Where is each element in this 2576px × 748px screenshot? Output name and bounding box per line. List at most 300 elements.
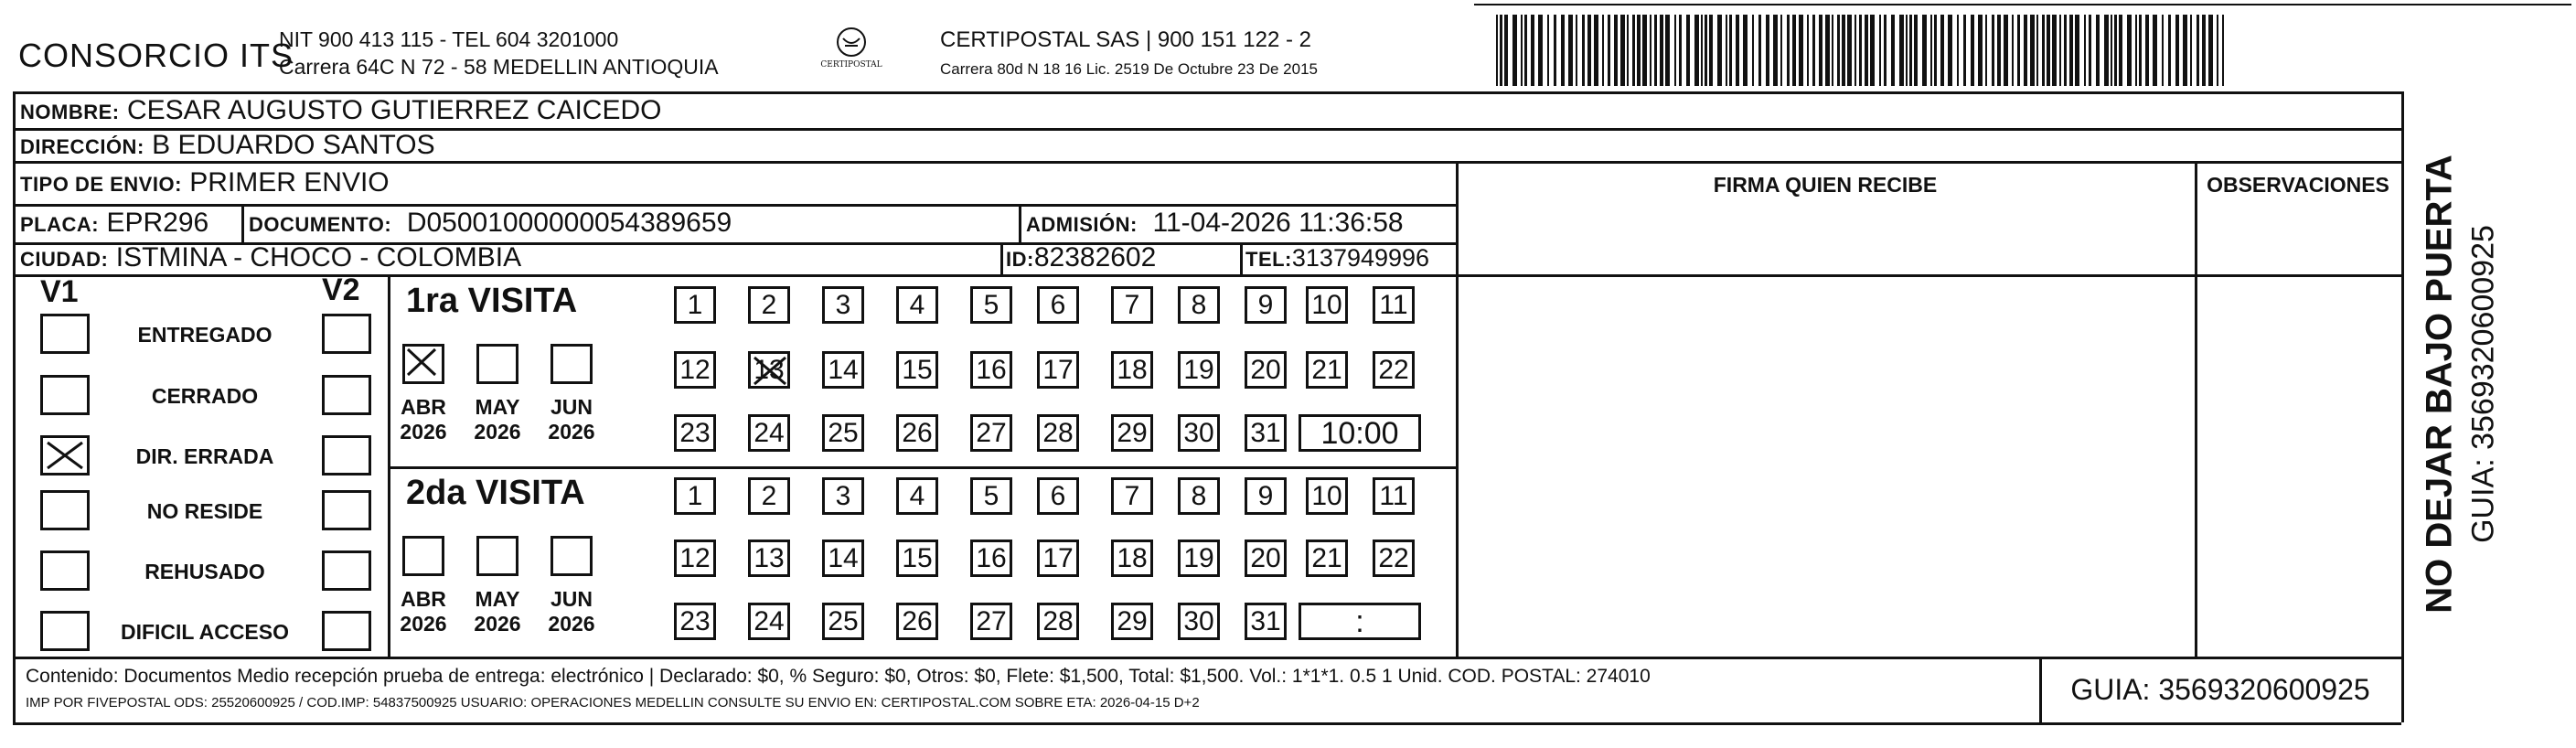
barcode-bar — [1654, 15, 1657, 86]
certipostal-line2: Carrera 80d N 18 16 Lic. 2519 De Octubre 23 De 2015 — [940, 60, 1318, 78]
barcode-bar — [1642, 15, 1647, 86]
v1-checkbox-5[interactable] — [40, 611, 90, 651]
day-number: 25 — [828, 418, 859, 448]
first-day-20[interactable] — [1245, 351, 1287, 389]
first-day-14[interactable] — [822, 351, 864, 389]
day-number: 4 — [909, 290, 925, 320]
barcode-bar — [1602, 15, 1604, 86]
day-number: 7 — [1124, 481, 1140, 511]
day-number: 8 — [1191, 481, 1207, 511]
first-day-26[interactable] — [896, 414, 938, 452]
first-day-21[interactable] — [1306, 351, 1348, 389]
second-day-28[interactable] — [1037, 603, 1079, 640]
barcode-bar — [1922, 15, 1927, 86]
first-day-2[interactable] — [748, 286, 790, 324]
first-day-7[interactable] — [1111, 286, 1153, 324]
day-number: 27 — [976, 606, 1007, 636]
barcode-bar — [2114, 15, 2117, 86]
day-number: 24 — [754, 606, 785, 636]
day-number: 12 — [679, 543, 711, 573]
second-day-17[interactable] — [1037, 540, 1079, 577]
second-day-31[interactable] — [1245, 603, 1287, 640]
barcode-bar — [1934, 15, 1937, 86]
tel-label: TEL: — [1245, 248, 1292, 271]
day-number: 3 — [835, 481, 851, 511]
day-number: 31 — [1250, 606, 1281, 636]
day-number: 12 — [679, 355, 711, 385]
barcode-bar — [1709, 15, 1713, 86]
barcode-bar — [1985, 15, 1987, 86]
first-day-10[interactable] — [1306, 286, 1348, 324]
second-day-24[interactable] — [748, 603, 790, 640]
day-number: 23 — [679, 418, 711, 448]
day-number: 16 — [976, 543, 1007, 573]
barcode-bar — [1766, 15, 1769, 86]
barcode-bar — [1620, 15, 1625, 86]
month-year: 2026 — [548, 612, 595, 636]
v2-checkbox-5[interactable] — [322, 611, 371, 651]
second-day-27[interactable] — [970, 603, 1012, 640]
barcode-bar — [1992, 15, 1994, 86]
barcode-bar — [1538, 15, 1543, 86]
barcode-bar — [1729, 15, 1732, 86]
name-label: NOMBRE: — [20, 101, 120, 123]
certipostal-line1: CERTIPOSTAL SAS | 900 151 122 - 2 — [940, 27, 1311, 52]
certipostal-logo — [810, 24, 893, 79]
barcode-bar — [1504, 15, 1508, 86]
barcode-bar — [2084, 15, 2086, 86]
option-label: CERRADO — [151, 384, 259, 408]
day-number: 29 — [1117, 606, 1148, 636]
barcode-bar — [1930, 15, 1932, 86]
certipostal-logo-icon — [810, 24, 893, 79]
first-time-box[interactable] — [1299, 414, 1421, 452]
barcode-bar — [2175, 15, 2179, 86]
v2-checkbox-0[interactable] — [322, 314, 371, 354]
v1-checkbox-0[interactable] — [40, 314, 90, 354]
first-day-12[interactable] — [674, 351, 716, 389]
day-number: 30 — [1183, 418, 1214, 448]
day-number: 11 — [1379, 481, 1408, 511]
day-number: 21 — [1311, 355, 1342, 385]
barcode-bar — [2012, 15, 2014, 86]
day-number: 27 — [976, 418, 1007, 448]
barcode-bar — [2208, 15, 2213, 86]
month-abbr: ABR — [401, 587, 446, 611]
day-number: 24 — [754, 418, 785, 448]
day-number: 9 — [1257, 481, 1274, 511]
day-number: 26 — [902, 418, 933, 448]
side-guia: GUIA: 3569320600925 — [2465, 225, 2501, 543]
x-mark-icon — [405, 347, 438, 378]
admission-label: ADMISIÓN: — [1026, 213, 1138, 236]
barcode-bar — [2064, 15, 2067, 86]
v1-checkbox-1[interactable] — [40, 375, 90, 415]
time-value: : — [1355, 604, 1364, 639]
v1-checkbox-2[interactable] — [40, 435, 90, 476]
month-abbr: ABR — [401, 395, 446, 419]
barcode-bar — [1812, 15, 1815, 86]
barcode-bar — [1561, 15, 1565, 86]
first-day-24[interactable] — [748, 414, 790, 452]
footer-guia: GUIA: 3569320600925 — [2070, 673, 2370, 706]
barcode-bar — [1686, 15, 1690, 86]
barcode-bar — [2042, 15, 2045, 86]
first-day-13[interactable] — [748, 351, 790, 389]
month-year: 2026 — [474, 612, 521, 636]
footer-print-line: IMP POR FIVEPOSTAL ODS: 25520600925 / COD.IMP: 54837500925 USUARIO: OPERACIONES MEDELLIN CONSULTE SU ENVIO EN: CERTIPOSTAL.COM SOBRE ETA: 2026-04-15 D+2 — [26, 695, 1200, 711]
barcode-bar — [2096, 15, 2100, 86]
barcode-bar — [1521, 15, 1523, 86]
barcode-bar — [1637, 15, 1641, 86]
day-number: 17 — [1042, 543, 1074, 573]
send-type-label: TIPO DE ENVIO: — [20, 173, 182, 196]
footer-content-line: Contenido: Documentos Medio recepción prueba de entrega: electrónico | Declarado: $0, % Seguro: $0, Otros: $0, Flete: $1,500, Total: $1,500. Vol.: 1*1*1. 0.5 1 Unid. COD. POSTAL: 274010 — [26, 666, 1651, 687]
barcode-bar — [1512, 15, 1517, 86]
barcode-bar — [2004, 15, 2008, 86]
barcode-bar — [1884, 15, 1887, 86]
second-day-16[interactable] — [970, 540, 1012, 577]
barcode-bar — [1837, 15, 1840, 86]
day-number: 20 — [1250, 355, 1281, 385]
barcode-bar — [1978, 15, 1983, 86]
first-day-17[interactable] — [1037, 351, 1079, 389]
barcode-bar — [1500, 15, 1502, 86]
day-number: 8 — [1191, 290, 1207, 320]
first-day-29[interactable] — [1111, 414, 1153, 452]
first-day-22[interactable] — [1373, 351, 1415, 389]
day-number: 13 — [754, 543, 785, 573]
first-day-8[interactable] — [1178, 286, 1220, 324]
second-day-8[interactable] — [1178, 477, 1220, 515]
barcode-bar — [1792, 15, 1796, 86]
barcode-bar — [2145, 15, 2149, 86]
v1-label: V1 — [40, 274, 79, 309]
send-type: PRIMER ENVIO — [189, 167, 390, 198]
barcode-bar — [1859, 15, 1862, 86]
barcode-bar — [2139, 15, 2142, 86]
barcode-image — [1496, 15, 2228, 86]
barcode-bar — [1832, 15, 1833, 86]
v1-checkbox-4[interactable] — [40, 550, 90, 591]
v1-checkbox-3[interactable] — [40, 490, 90, 530]
second-day-25[interactable] — [822, 603, 864, 640]
day-number: 6 — [1050, 481, 1066, 511]
barcode-bar — [1705, 15, 1707, 86]
barcode-bar — [2183, 15, 2187, 86]
barcode-bar — [2222, 15, 2224, 86]
barcode-bar — [2197, 15, 2199, 86]
barcode-bar — [2104, 15, 2109, 86]
day-number: 1 — [687, 290, 703, 320]
day-number: 18 — [1117, 355, 1148, 385]
barcode-bar — [1496, 15, 1498, 86]
day-number: 15 — [902, 355, 933, 385]
barcode-bar — [2036, 15, 2038, 86]
barcode-bar — [1726, 15, 1727, 86]
day-number: 22 — [1378, 355, 1409, 385]
first-day-31[interactable] — [1245, 414, 1287, 452]
barcode-bar — [1752, 15, 1754, 86]
day-number: 31 — [1250, 418, 1281, 448]
day-number: 19 — [1183, 543, 1214, 573]
barcode-bar — [1799, 15, 1803, 86]
first-day-27[interactable] — [970, 414, 1012, 452]
plate-label: PLACA: — [20, 213, 100, 236]
second-month-checkbox-1[interactable] — [476, 536, 518, 576]
firma-header: FIRMA QUIEN RECIBE — [1713, 173, 1938, 197]
first-month-checkbox-2[interactable] — [550, 344, 593, 384]
recipient-name: CESAR AUGUSTO GUTIERREZ CAICEDO — [126, 95, 662, 125]
day-number: 25 — [828, 606, 859, 636]
second-day-19[interactable] — [1178, 540, 1220, 577]
barcode-bar — [1957, 15, 1959, 86]
barcode-bar — [1531, 15, 1534, 86]
barcode-bar — [1870, 15, 1875, 86]
barcode-bar — [1819, 15, 1822, 86]
second-day-14[interactable] — [822, 540, 864, 577]
address-label: DIRECCIÓN: — [20, 135, 144, 158]
day-number: 10 — [1311, 481, 1342, 511]
day-number: 20 — [1250, 543, 1281, 573]
barcode-bar — [1736, 15, 1739, 86]
second-day-7[interactable] — [1111, 477, 1153, 515]
barcode-bar — [1758, 15, 1761, 86]
barcode-bar — [1914, 15, 1918, 86]
first-day-18[interactable] — [1111, 351, 1153, 389]
v2-checkbox-2[interactable] — [322, 435, 371, 476]
first-day-5[interactable] — [970, 286, 1012, 324]
month-abbr: JUN — [550, 395, 593, 419]
barcode-bar — [1855, 15, 1856, 86]
admission-date: 11-04-2026 11:36:58 — [1152, 208, 1404, 238]
barcode-bar — [2111, 15, 2112, 86]
barcode-bar — [1568, 15, 1573, 86]
second-day-3[interactable] — [822, 477, 864, 515]
second-day-9[interactable] — [1245, 477, 1287, 515]
second-day-23[interactable] — [674, 603, 716, 640]
second-day-13[interactable] — [748, 540, 790, 577]
barcode-bar — [1587, 15, 1591, 86]
barcode-bar — [1627, 15, 1629, 86]
second-day-11[interactable] — [1373, 477, 1415, 515]
first-day-25[interactable] — [822, 414, 864, 452]
barcode-bar — [1773, 15, 1778, 86]
day-number: 21 — [1311, 543, 1342, 573]
barcode-bar — [1554, 15, 1556, 86]
first-day-11[interactable] — [1373, 286, 1415, 324]
day-number: 17 — [1042, 355, 1074, 385]
first-day-6[interactable] — [1037, 286, 1079, 324]
month-abbr: JUN — [550, 587, 593, 611]
city: ISTMINA - CHOCO - COLOMBIA — [115, 242, 522, 272]
barcode-bar — [2127, 15, 2132, 86]
barcode-bar — [1701, 15, 1703, 86]
address-line: Carrera 64C N 72 - 58 MEDELLIN ANTIOQUIA — [279, 55, 719, 79]
first-day-15[interactable] — [896, 351, 938, 389]
day-number: 28 — [1042, 418, 1074, 448]
day-number: 3 — [835, 290, 851, 320]
id-number: 82382602 — [1033, 242, 1157, 272]
v2-checkbox-4[interactable] — [322, 550, 371, 591]
barcode-bar — [1660, 15, 1663, 86]
barcode-bar — [1940, 15, 1944, 86]
day-number: 2 — [761, 481, 777, 511]
second-day-10[interactable] — [1306, 477, 1348, 515]
v2-checkbox-3[interactable] — [322, 490, 371, 530]
barcode-bar — [1614, 15, 1618, 86]
second-day-4[interactable] — [896, 477, 938, 515]
day-number: 18 — [1117, 543, 1148, 573]
option-label: DIR. ERRADA — [135, 444, 274, 468]
second-day-29[interactable] — [1111, 603, 1153, 640]
barcode-bar — [2119, 15, 2122, 86]
option-label: DIFICIL ACCESO — [120, 620, 289, 644]
barcode-bar — [1582, 15, 1585, 86]
barcode-bar — [2202, 15, 2206, 86]
second-day-26[interactable] — [896, 603, 938, 640]
barcode-bar — [1807, 15, 1809, 86]
second-day-5[interactable] — [970, 477, 1012, 515]
second-day-1[interactable] — [674, 477, 716, 515]
barcode-bar — [2017, 15, 2020, 86]
first-day-4[interactable] — [896, 286, 938, 324]
day-number: 14 — [828, 543, 859, 573]
day-number: 29 — [1117, 418, 1148, 448]
barcode-bar — [1825, 15, 1830, 86]
first-day-9[interactable] — [1245, 286, 1287, 324]
month-year: 2026 — [400, 612, 447, 636]
company-name: CONSORCIO ITS — [18, 37, 294, 74]
first-day-30[interactable] — [1178, 414, 1220, 452]
day-number: 22 — [1378, 543, 1409, 573]
day-number: 30 — [1183, 606, 1214, 636]
barcode-bar — [1891, 15, 1895, 86]
second-day-18[interactable] — [1111, 540, 1153, 577]
day-number: 14 — [828, 355, 859, 385]
barcode-bar — [2069, 15, 2073, 86]
first-month-checkbox-0[interactable] — [402, 344, 444, 384]
first-day-1[interactable] — [674, 286, 716, 324]
nit-line: NIT 900 413 115 - TEL 604 3201000 — [279, 27, 619, 51]
second-day-22[interactable] — [1373, 540, 1415, 577]
first-day-23[interactable] — [674, 414, 716, 452]
barcode-bar — [1594, 15, 1598, 86]
x-mark-icon — [45, 440, 85, 471]
barcode-bar — [2052, 15, 2057, 86]
first-day-28[interactable] — [1037, 414, 1079, 452]
option-label: NO RESIDE — [146, 499, 263, 523]
second-time-box[interactable] — [1299, 603, 1421, 640]
day-number: 7 — [1124, 290, 1140, 320]
barcode-bar — [1674, 15, 1676, 86]
barcode-bar — [2162, 15, 2164, 86]
barcode-bar — [1650, 15, 1651, 86]
second-day-12[interactable] — [674, 540, 716, 577]
barcode-bar — [1899, 15, 1904, 86]
barcode-bar — [1717, 15, 1722, 86]
barcode-bar — [1608, 15, 1610, 86]
barcode-bar — [1665, 15, 1670, 86]
day-number: 5 — [983, 481, 999, 511]
document-number: D05001000000054389659 — [406, 208, 732, 238]
day-number: 26 — [902, 606, 933, 636]
barcode-bar — [1679, 15, 1682, 86]
first-month-checkbox-1[interactable] — [476, 344, 518, 384]
day-number: 16 — [976, 355, 1007, 385]
barcode-bar — [1909, 15, 1912, 86]
barcode-bar — [1547, 15, 1549, 86]
first-day-19[interactable] — [1178, 351, 1220, 389]
day-number: 11 — [1379, 290, 1408, 320]
barcode-bar — [2047, 15, 2050, 86]
day-number: 19 — [1183, 355, 1214, 385]
day-number: 6 — [1050, 290, 1066, 320]
barcode-bar — [1971, 15, 1974, 86]
month-abbr: MAY — [475, 395, 520, 419]
barcode-bar — [1787, 15, 1790, 86]
barcode-bar — [2135, 15, 2137, 86]
day-number: 23 — [679, 606, 711, 636]
barcode-bar — [1963, 15, 1966, 86]
second-day-6[interactable] — [1037, 477, 1079, 515]
barcode-bar — [2168, 15, 2171, 86]
second-month-checkbox-2[interactable] — [550, 536, 593, 576]
option-label: ENTREGADO — [137, 323, 273, 347]
day-number: 10 — [1311, 290, 1342, 320]
v2-checkbox-1[interactable] — [322, 375, 371, 415]
month-year: 2026 — [548, 420, 595, 443]
time-value: 10:00 — [1320, 416, 1399, 451]
barcode-bar — [2024, 15, 2027, 86]
second-day-21[interactable] — [1306, 540, 1348, 577]
barcode-bar — [2217, 15, 2218, 86]
day-number: 28 — [1042, 606, 1074, 636]
barcode-bar — [1743, 15, 1748, 86]
first-visit-title: 1ra VISITA — [406, 282, 578, 320]
barcode-bar — [2059, 15, 2061, 86]
barcode-bar — [1997, 15, 2001, 86]
first-day-16[interactable] — [970, 351, 1012, 389]
month-year: 2026 — [474, 420, 521, 443]
option-label: REHUSADO — [144, 560, 265, 583]
day-number: 9 — [1257, 290, 1274, 320]
month-year: 2026 — [400, 420, 447, 443]
plate: EPR296 — [106, 208, 209, 238]
barcode-bar — [2030, 15, 2035, 86]
barcode-bar — [1948, 15, 1952, 86]
tel-number: 3137949996 — [1291, 244, 1430, 272]
barcode-bar — [1576, 15, 1577, 86]
second-day-30[interactable] — [1178, 603, 1220, 640]
day-number: 2 — [761, 290, 777, 320]
city-label: CIUDAD: — [20, 248, 109, 271]
first-day-3[interactable] — [822, 286, 864, 324]
x-mark-icon — [752, 355, 788, 387]
second-day-20[interactable] — [1245, 540, 1287, 577]
second-day-15[interactable] — [896, 540, 938, 577]
second-visit-title: 2da VISITA — [406, 474, 585, 512]
barcode-bar — [1879, 15, 1881, 86]
id-label: ID: — [1006, 248, 1034, 271]
barcode-bar — [1632, 15, 1635, 86]
logo-text: CERTIPOSTAL — [820, 60, 882, 69]
second-day-2[interactable] — [748, 477, 790, 515]
day-number: 5 — [983, 290, 999, 320]
second-month-checkbox-0[interactable] — [402, 536, 444, 576]
barcode-bar — [1694, 15, 1699, 86]
barcode-bar — [2190, 15, 2192, 86]
